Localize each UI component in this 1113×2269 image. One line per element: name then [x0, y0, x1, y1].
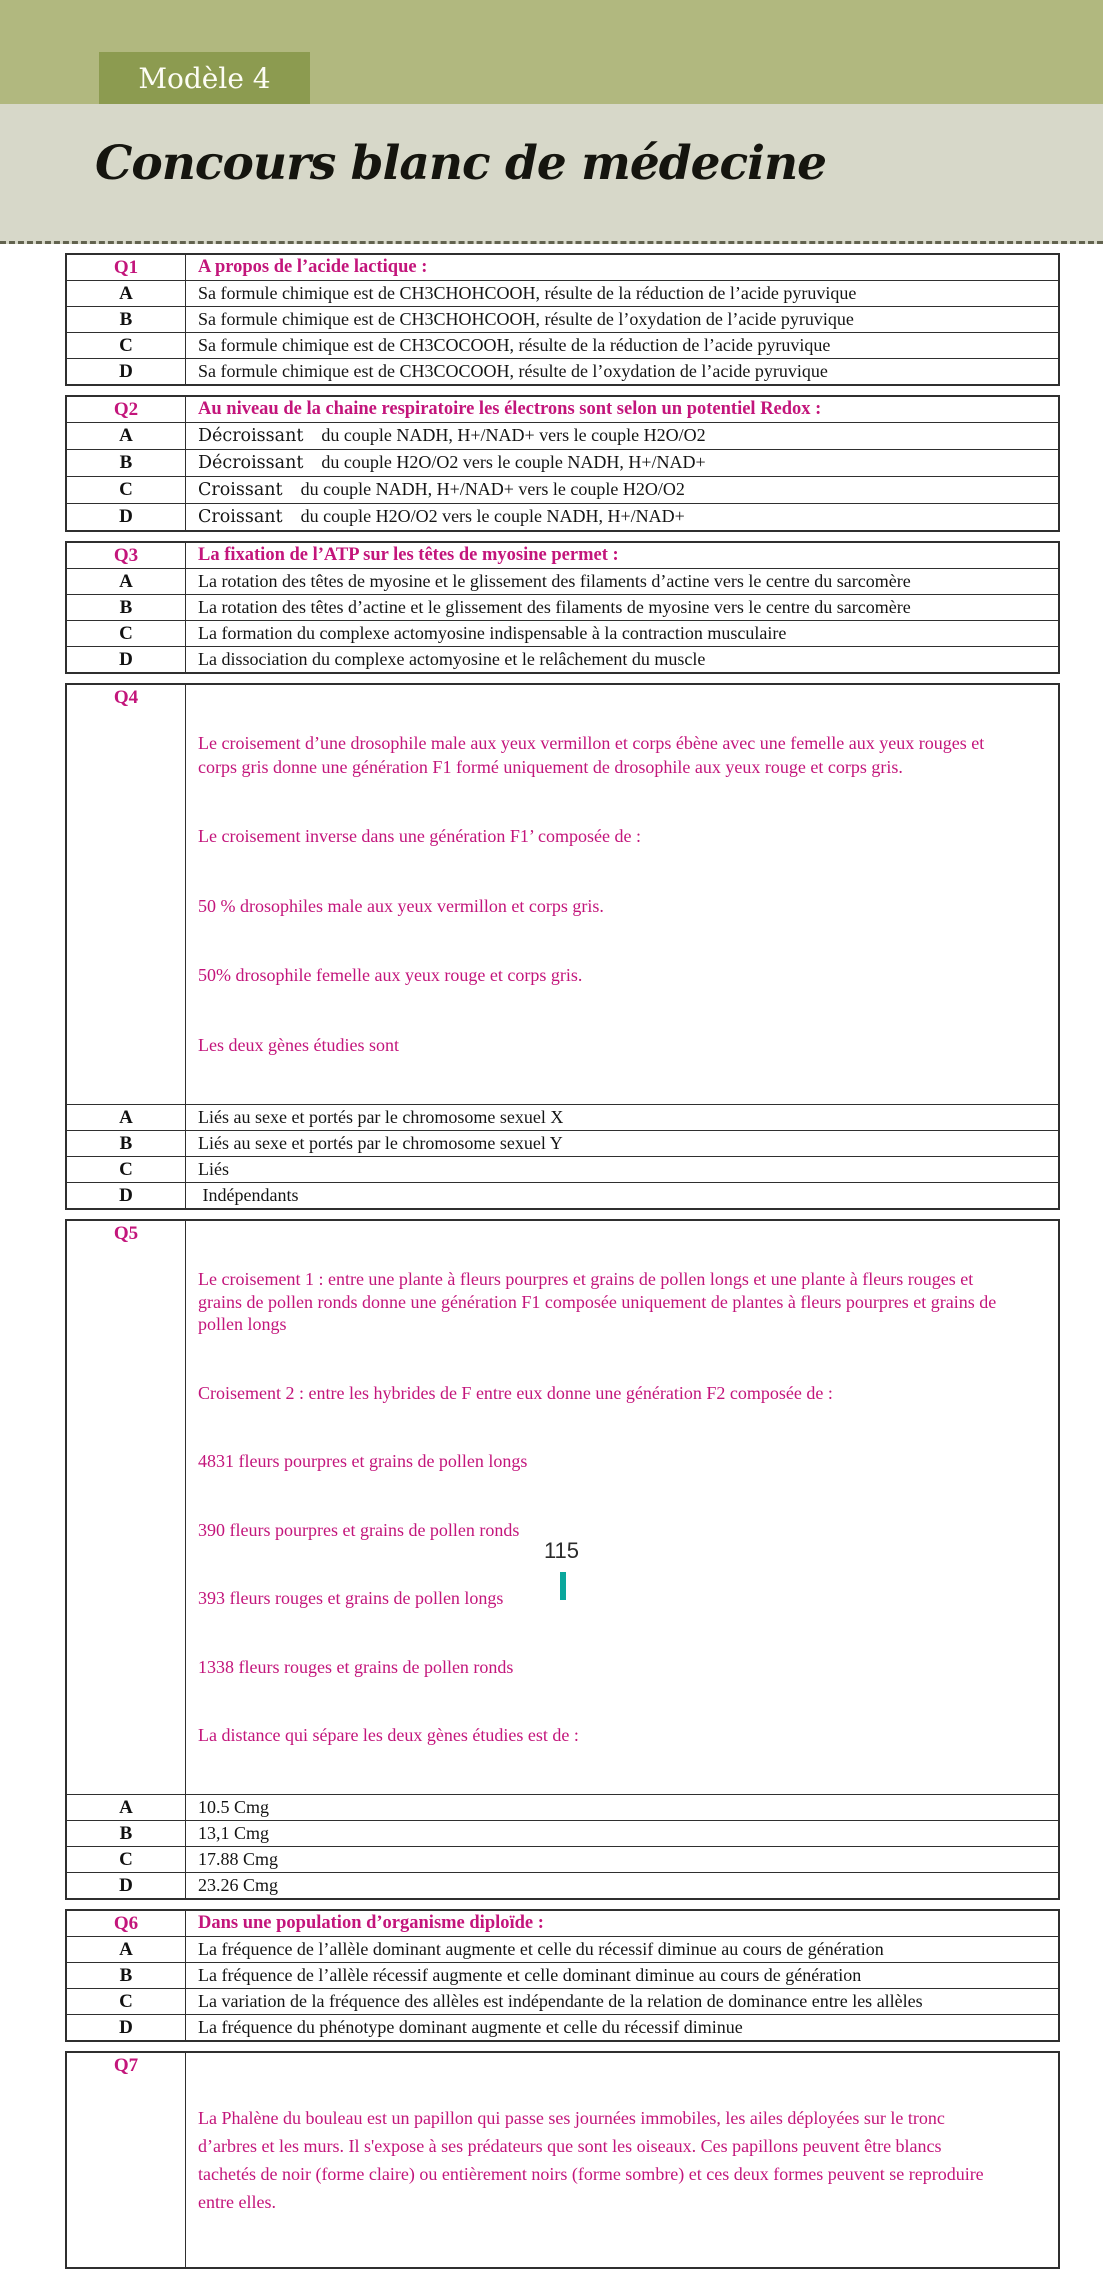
- question-table-q4: [65, 683, 1060, 1210]
- option-letter: A: [67, 1105, 186, 1130]
- option-text: Liés au sexe et portés par le chromosome sexuel Y: [198, 1133, 563, 1153]
- option-text: [186, 504, 1058, 530]
- option-text: 23.26 Cmg: [198, 1874, 279, 1895]
- option-text-rest: du couple H2O/O2 vers le couple NADH, H+/NAD+: [321, 452, 706, 472]
- option-letter: D: [67, 1183, 186, 1208]
- option-text-rest: du couple NADH, H+/NAD+ vers le couple H2O/O2: [321, 425, 706, 445]
- option-letter: D: [67, 359, 186, 384]
- model-badge-label: Modèle 4: [138, 61, 271, 95]
- option-letter: B: [67, 1821, 186, 1846]
- option-text: La dissociation du complexe actomyosine et le relâchement du muscle: [198, 649, 706, 669]
- option-row: [67, 1156, 1058, 1182]
- question-text: [186, 685, 1058, 1104]
- question-header-row: [67, 255, 1058, 280]
- question-text: [186, 2053, 1058, 2267]
- question-line: 4831 fleurs pourpres et grains de pollen longs: [198, 1451, 528, 1471]
- option-row: [67, 1846, 1058, 1872]
- option-prefix: Croissant: [198, 507, 283, 527]
- option-text-rest: du couple NADH, H+/NAD+ vers le couple H2O/O2: [300, 479, 685, 499]
- option-text: La fréquence de l’allèle récessif augmente et celle dominant diminue au cours de génération: [198, 1964, 862, 1985]
- option-prefix: Décroissant: [198, 426, 304, 446]
- question-line: Les deux gènes étudies sont: [198, 1034, 399, 1055]
- question-text: La fixation de l’ATP sur les têtes de myosine permet :: [198, 545, 619, 565]
- option-letter: B: [67, 1131, 186, 1156]
- option-row: [67, 568, 1058, 594]
- option-text: La rotation des têtes de myosine et le glissement des filaments d’actine vers le centre du sarcomère: [198, 571, 911, 591]
- option-text: La fréquence de l’allèle dominant augmente et celle du récessif diminue au cours de génération: [198, 1938, 884, 1959]
- page-number: 115: [543, 1538, 580, 1563]
- option-text: [186, 477, 1058, 503]
- question-line: Le croisement inverse dans une génération F1’ composée de :: [198, 826, 642, 846]
- question-header-row: [67, 2053, 1058, 2267]
- option-row: [67, 1130, 1058, 1156]
- option-row: [67, 306, 1058, 332]
- option-letter: A: [67, 281, 186, 306]
- option-row: [67, 1988, 1058, 2014]
- option-letter: D: [67, 504, 186, 530]
- questions-area: [0, 244, 1103, 2269]
- option-text: Sa formule chimique est de CH3COCOOH, résulte de la réduction de l’acide pyruvique: [198, 335, 831, 355]
- question-line: Le croisement d’une drosophile male aux yeux vermillon et corps ébène avec une femelle aux yeux rouges et corps gris donne une génération F1 formé uniquement de drosophile aux yeux rouge et corps gris.: [198, 733, 989, 777]
- question-text: Au niveau de la chaine respiratoire les électrons sont selon un potentiel Redox :: [198, 399, 822, 419]
- option-text: [186, 423, 1058, 449]
- footer-teal-marker: [560, 1572, 566, 1600]
- header-band: [0, 0, 1103, 104]
- option-letter: C: [67, 621, 186, 646]
- option-row: [67, 422, 1058, 449]
- option-row: [67, 1104, 1058, 1130]
- option-row: [67, 646, 1058, 672]
- option-letter: C: [67, 477, 186, 503]
- option-letter: C: [67, 333, 186, 358]
- question-header-row: [67, 685, 1058, 1104]
- option-letter: D: [67, 647, 186, 672]
- option-row: [67, 620, 1058, 646]
- question-line: 50 % drosophiles male aux yeux vermillon et corps gris.: [198, 895, 604, 916]
- option-letter: B: [67, 450, 186, 476]
- question-id: Q6: [67, 1911, 186, 1936]
- option-letter: C: [67, 1989, 186, 2014]
- question-text: Dans une population d’organisme diploïde :: [198, 1912, 544, 1933]
- question-header-row: [67, 397, 1058, 422]
- option-row: [67, 1820, 1058, 1846]
- option-text: La rotation des têtes d’actine et le glissement des filaments de myosine vers le centre du sarcomère: [198, 597, 911, 617]
- option-text: Sa formule chimique est de CH3COCOOH, résulte de l’oxydation de l’acide pyruvique: [198, 361, 828, 381]
- option-prefix: Décroissant: [198, 453, 304, 473]
- option-letter: B: [67, 595, 186, 620]
- option-text: Indépendants: [198, 1185, 299, 1205]
- option-row: [67, 280, 1058, 306]
- option-row: [67, 332, 1058, 358]
- option-text: La fréquence du phénotype dominant augmente et celle du récessif diminue: [198, 2016, 743, 2037]
- question-table-q2: [65, 395, 1060, 532]
- question-id: Q4: [67, 685, 186, 1104]
- option-text: [186, 450, 1058, 476]
- option-row: [67, 1182, 1058, 1208]
- question-line: La distance qui sépare les deux gènes étudies est de :: [198, 1725, 579, 1745]
- option-row: [67, 1794, 1058, 1820]
- option-row: [67, 503, 1058, 530]
- option-row: [67, 449, 1058, 476]
- option-row: [67, 2014, 1058, 2040]
- question-line: Croisement 2 : entre les hybrides de F entre eux donne une génération F2 composée de :: [198, 1382, 833, 1403]
- option-text: La formation du complexe actomyosine indispensable à la contraction musculaire: [198, 623, 787, 643]
- question-header-row: [67, 543, 1058, 568]
- option-row: [67, 594, 1058, 620]
- option-text: Liés: [198, 1159, 229, 1179]
- question-line: 393 fleurs rouges et grains de pollen longs: [198, 1588, 504, 1608]
- option-text: Sa formule chimique est de CH3CHOHCOOH, résulte de l’oxydation de l’acide pyruvique: [198, 309, 854, 329]
- option-text: 13,1 Cmg: [198, 1822, 270, 1843]
- option-letter: C: [67, 1847, 186, 1872]
- option-row: [67, 476, 1058, 503]
- option-letter: B: [67, 307, 186, 332]
- option-row: [67, 1962, 1058, 1988]
- option-letter: D: [67, 1873, 186, 1898]
- question-id: Q5: [67, 1221, 186, 1794]
- option-text: 10.5 Cmg: [198, 1796, 270, 1817]
- title-band: [0, 104, 1103, 244]
- option-text: Sa formule chimique est de CH3CHOHCOOH, résulte de la réduction de l’acide pyruvique: [198, 283, 857, 303]
- question-id: Q7: [67, 2053, 186, 2267]
- question-line: 1338 fleurs rouges et grains de pollen ronds: [198, 1656, 514, 1677]
- model-badge: [99, 52, 310, 104]
- option-letter: C: [67, 1157, 186, 1182]
- option-text: Liés au sexe et portés par le chromosome sexuel X: [198, 1107, 564, 1127]
- option-text: 17.88 Cmg: [198, 1848, 279, 1869]
- option-row: [67, 1936, 1058, 1962]
- option-text: La variation de la fréquence des allèles est indépendante de la relation de dominance entre les allèles: [198, 1990, 923, 2011]
- question-id: Q1: [67, 255, 186, 280]
- option-letter: A: [67, 569, 186, 594]
- question-text: A propos de l’acide lactique :: [198, 257, 428, 277]
- option-prefix: Croissant: [198, 480, 283, 500]
- question-id: Q3: [67, 543, 186, 568]
- question-table-q1: [65, 253, 1060, 386]
- question-line: Le croisement 1 : entre une plante à fleurs pourpres et grains de pollen longs et une plante à fleurs rouges et grains de pollen ronds donne une génération F1 composée uniquement de plantes à fleurs pourpres et grains de pollen longs: [198, 1269, 1001, 1334]
- question-line: 50% drosophile femelle aux yeux rouge et corps gris.: [198, 965, 583, 985]
- option-letter: A: [67, 1795, 186, 1820]
- page-title: Concours blanc de médecine: [95, 136, 827, 191]
- option-letter: B: [67, 1963, 186, 1988]
- question-header-row: [67, 1221, 1058, 1794]
- question-table-q3: [65, 541, 1060, 674]
- question-id: Q2: [67, 397, 186, 422]
- question-text: [186, 1221, 1058, 1794]
- option-text-rest: du couple H2O/O2 vers le couple NADH, H+/NAD+: [300, 506, 685, 526]
- question-table-q6: [65, 1909, 1060, 2042]
- question-table-q7: [65, 2051, 1060, 2269]
- question-header-row: [67, 1911, 1058, 1936]
- option-letter: A: [67, 1937, 186, 1962]
- option-row: [67, 1872, 1058, 1898]
- question-line: 390 fleurs pourpres et grains de pollen ronds: [198, 1519, 520, 1540]
- option-row: [67, 358, 1058, 384]
- option-letter: A: [67, 423, 186, 449]
- option-letter: D: [67, 2015, 186, 2040]
- question-line: La Phalène du bouleau est un papillon qui passe ses journées immobiles, les ailes déployées sur le tronc d’arbres et les murs. Il s'expose à ses prédateurs que sont les oiseaux. Ces papillons peuvent être blancs tachetés de noir (forme claire) ou entièrement noirs (forme sombre) et ces deux formes peuvent se reproduire entre elles.: [198, 2107, 989, 2212]
